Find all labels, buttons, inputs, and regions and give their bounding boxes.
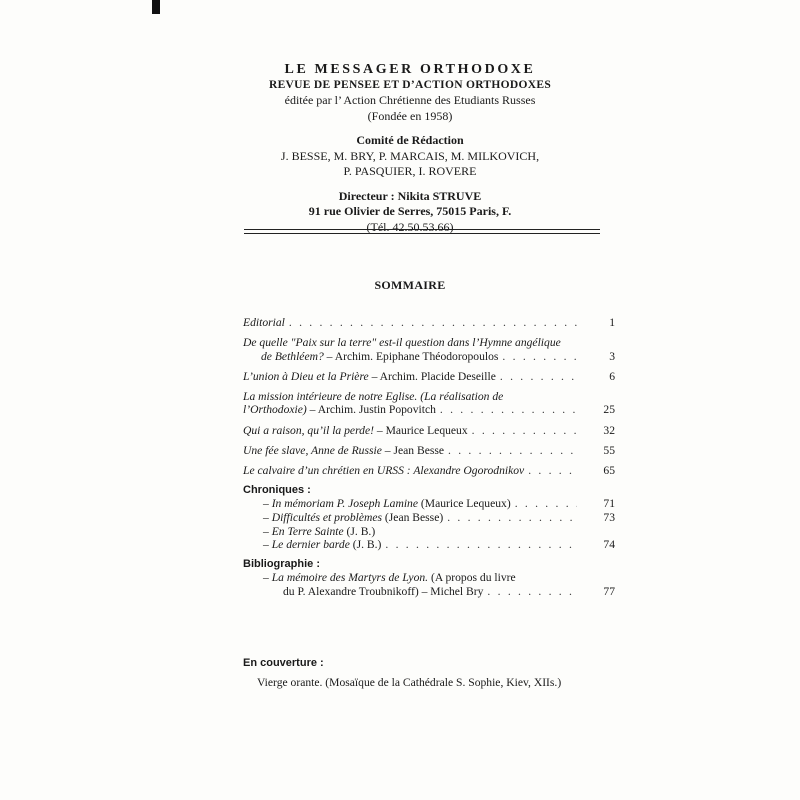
dot-leader (447, 511, 577, 525)
toc-author: (Maurice Lequeux) (418, 497, 511, 511)
toc-title: Le calvaire d’un chrétien en URSS : Alexandre Ogorodnikov (243, 463, 525, 477)
masthead (230, 62, 590, 235)
dot-leader (472, 424, 577, 438)
toc-entry-calvaire[interactable] (243, 464, 615, 478)
toc-title: Editorial (243, 316, 285, 329)
director-line: Directeur : Nikita STRUVE (338, 188, 482, 203)
toc-title: – La mémoire des Martyrs de Lyon. (263, 571, 429, 585)
toc-entry-chronique[interactable] (243, 497, 615, 511)
journal-subtitle: REVUE DE PENSEE ET D’ACTION ORTHODOXES (268, 78, 552, 91)
bibliographie-section (243, 558, 615, 599)
publisher-line: éditée par l’ Action Chrétienne des Etudiants Russes (284, 93, 536, 107)
toc-author: – Jean Besse (381, 443, 445, 457)
phone-line: (Tél. 42.50.53.66) (366, 219, 454, 234)
toc-author: – Archim. Epiphane Théodoropoulos (323, 349, 499, 363)
toc-author: – Archim. Placide Deseille (368, 369, 496, 383)
toc-entry-chronique[interactable] (243, 538, 615, 552)
toc-title: La mission intérieure de notre Eglise. (La réalisation de (243, 389, 504, 403)
toc-entry-paix[interactable] (243, 336, 615, 363)
toc-title-rest: (A propos du livre (428, 571, 516, 585)
committee-members-line1: J. BESSE, M. BRY, P. MARCAIS, M. MILKOVICH, (280, 148, 540, 163)
toc-page-number: 73 (603, 511, 615, 525)
toc-title: L’union à Dieu et la Prière (243, 369, 369, 383)
toc-author: du P. Alexandre Troubnikoff) – Michel Bry (283, 585, 484, 598)
chroniques-section (243, 484, 615, 552)
journal-title: LE MESSAGER ORTHODOXE (284, 62, 536, 77)
binding-edge-mark (152, 0, 160, 14)
dot-leader (528, 464, 577, 478)
toc-page-number: 1 (609, 316, 615, 329)
dot-leader (487, 585, 577, 599)
toc-title: Qui a raison, qu’il la perde! (243, 423, 374, 437)
cover-heading: En couverture : (243, 657, 324, 669)
chroniques-heading: Chroniques : (243, 483, 311, 496)
sommaire-heading: SOMMAIRE (374, 278, 446, 292)
cover-note (243, 656, 561, 690)
bibliographie-heading: Bibliographie : (243, 557, 320, 570)
toc-page-number: 55 (603, 443, 615, 457)
toc-page-number: 65 (603, 463, 615, 477)
toc-title-cont: l’Orthodoxie) (243, 403, 307, 417)
dot-leader (515, 497, 577, 511)
toc-page-number: 3 (609, 349, 615, 363)
toc-author: (J. B.) (343, 524, 376, 538)
toc-title: Une fée slave, Anne de Russie (243, 443, 382, 457)
divider-rule-top (244, 229, 600, 230)
toc-entry-fee-slave[interactable] (243, 444, 615, 458)
dot-leader (448, 444, 577, 458)
toc-entry-chronique[interactable] (243, 511, 615, 525)
toc-page-number: 74 (603, 538, 615, 552)
toc-title: – En Terre Sainte (263, 524, 344, 538)
dot-leader (440, 403, 577, 417)
dot-leader (385, 538, 577, 552)
toc-author: – Maurice Lequeux (373, 423, 468, 437)
table-of-contents (243, 316, 615, 599)
toc-entry-chronique[interactable] (243, 525, 615, 539)
toc-page-number: 71 (603, 497, 615, 511)
dot-leader (500, 370, 577, 384)
toc-entry-bibliographie[interactable] (243, 571, 615, 598)
toc-page-number: 77 (603, 585, 615, 598)
divider-rule-bottom (244, 233, 600, 234)
founded-line: (Fondée en 1958) (367, 108, 453, 123)
committee-members-line2: P. PASQUIER, I. ROVERE (343, 164, 477, 178)
toc-title-cont: de Bethléem? (261, 349, 324, 363)
toc-title: De quelle "Paix sur la terre" est-il question dans l’Hymne angélique (243, 336, 561, 350)
toc-author: (Jean Besse) (382, 511, 444, 525)
dot-leader (289, 316, 577, 330)
toc-entry-editorial[interactable] (243, 316, 615, 330)
toc-entry-qui-a-raison[interactable] (243, 424, 615, 438)
toc-entry-union[interactable] (243, 370, 615, 384)
toc-entry-mission[interactable] (243, 390, 615, 417)
toc-author: (J. B.) (349, 538, 382, 552)
toc-author: – Archim. Justin Popovitch (306, 403, 436, 417)
toc-page-number: 25 (603, 403, 615, 417)
toc-page-number: 32 (603, 423, 615, 437)
committee-heading: Comité de Rédaction (356, 133, 464, 147)
cover-description: Vierge orante. (Mosaïque de la Cathédrale S. Sophie, Kiev, XIIs.) (257, 676, 562, 689)
toc-title: – In mémoriam P. Joseph Lamine (263, 497, 418, 511)
toc-page-number: 6 (609, 369, 615, 383)
toc-title: – Le dernier barde (263, 538, 350, 552)
dot-leader (502, 350, 577, 364)
address-line: 91 rue Olivier de Serres, 75015 Paris, F. (308, 204, 512, 218)
toc-title: – Difficultés et problèmes (263, 511, 383, 525)
